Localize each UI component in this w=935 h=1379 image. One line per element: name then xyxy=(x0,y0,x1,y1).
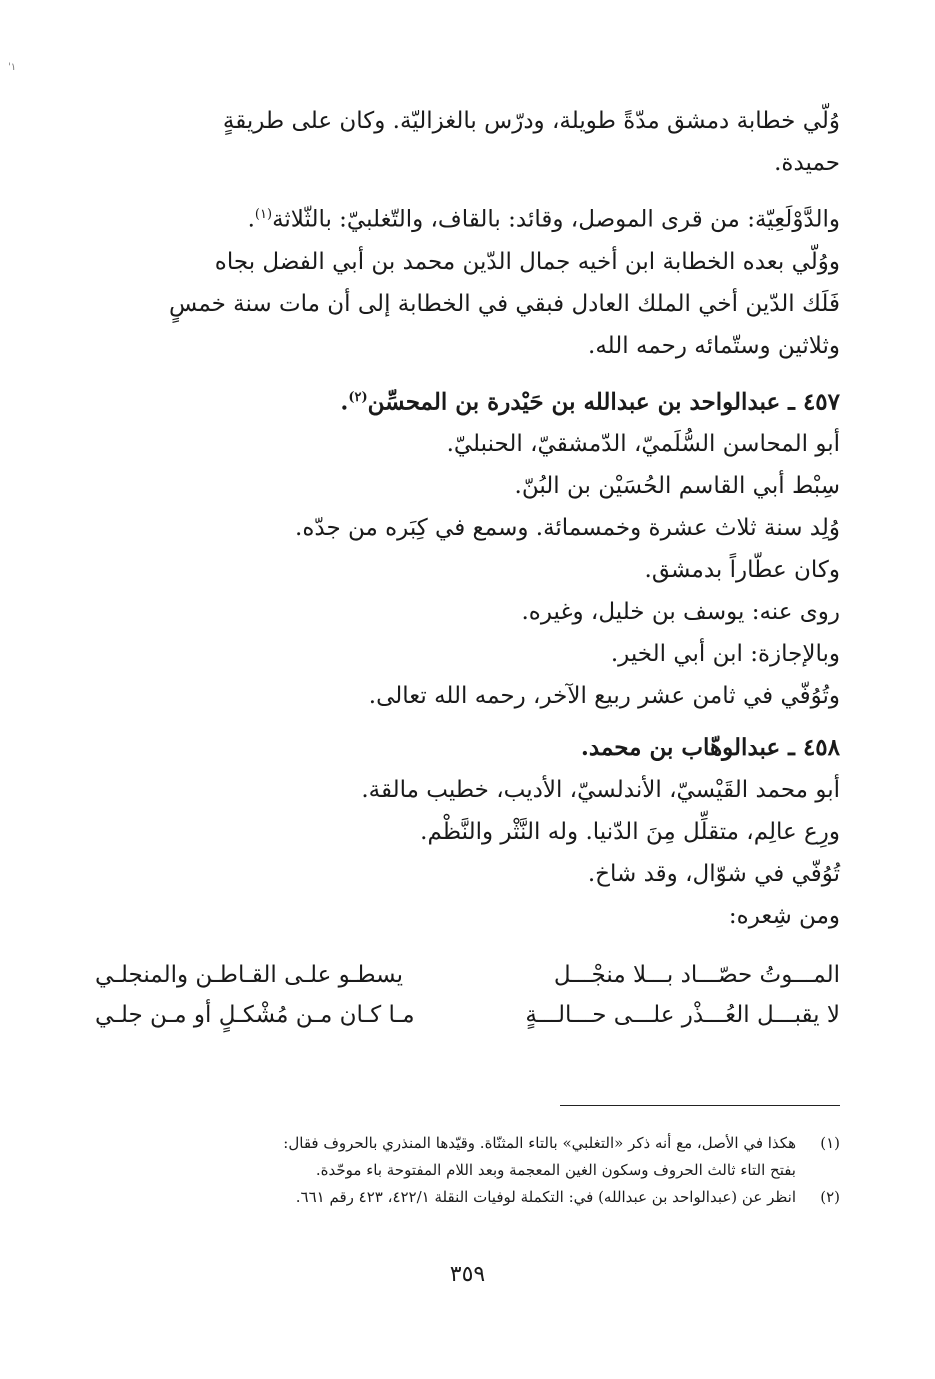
text-line: ووُلّي بعده الخطابة ابن أخيه جمال الدّين محمد بن أبي الفضل بجاه xyxy=(214,248,840,275)
entry-line: ومن شِعره: xyxy=(728,903,840,930)
entry-line: أبو المحاسن السُّلَميّ، الدّمشقيّ، الحنبليّ. xyxy=(446,431,840,458)
entry-458 xyxy=(95,727,840,937)
entry-line: وكان عطّاراً بدمشق. xyxy=(644,557,840,584)
entry-line: أبو محمد القَيْسيّ، الأندلسيّ، الأديب، خطيب مالقة. xyxy=(361,777,840,804)
succession-paragraph xyxy=(95,241,840,367)
poem xyxy=(95,955,840,1035)
poem-first-hemistich: لا يقبـــل العُـــذْر علـــى حـــالـــةٍ xyxy=(525,1002,840,1029)
page-number: ٣٥٩ xyxy=(449,1262,486,1287)
footnote-continuation: بفتح التاء ثالث الحروف وسكون الغين المعجمة وبعد اللام المفتوحة باء موحّدة. xyxy=(315,1161,796,1179)
text-line: وثلاثين وستّمائه رحمه الله. xyxy=(588,332,840,359)
footnotes xyxy=(95,1130,840,1211)
poem-second-hemistich: يسطـو علـى القـاطـن والمنجلـي xyxy=(95,962,404,989)
period: . xyxy=(340,388,349,416)
poem-second-hemistich: مـا كـان مـن مُشْكـلٍ أو مـن جلـي xyxy=(95,1002,415,1029)
main-text xyxy=(95,100,840,1035)
note-text: والدَّوْلَعِيّة: من قرى الموصل، وقائد: بالقاف، والتّغلبيّ: بالثّلاثة xyxy=(272,206,840,233)
entry-line: وُلِد سنة ثلاث عشرة وخمسمائة. وسمع في كِبَره من جدّه. xyxy=(295,515,840,542)
period: . xyxy=(247,206,255,233)
entry-line: ورِع عالِم، متقلِّل مِنَ الدّنيا. وله النَّثْر والنَّظْم. xyxy=(420,819,840,846)
entry-line: تُوُفّي في شوّال، وقد شاخ. xyxy=(587,861,840,888)
footnote-number: (٢) xyxy=(820,1188,840,1206)
margin-mark: '١ xyxy=(8,62,17,73)
text-line: فَلَك الدّين أخي الملك العادل فبقي في الخطابة إلى أن مات سنة خمسٍ xyxy=(169,290,840,317)
text-line: حميدة. xyxy=(774,150,840,176)
footnote-2 xyxy=(95,1184,840,1211)
entry-line: روى عنه: يوسف بن خليل، وغيره. xyxy=(521,599,840,626)
footnote-text: انظر عن (عبدالواحد بن عبدالله) في: التكملة لوفيات النقلة ٤٢٢/١، ٤٢٣ رقم ٦٦١. xyxy=(295,1188,796,1206)
entry-line: وتُوُفّي في ثامن عشر ربيع الآخر، رحمه الله تعالى. xyxy=(368,683,840,710)
footnote-ref-1[interactable]: (١) xyxy=(254,207,273,222)
entry-heading: ٤٥٨ ـ عبدالوهّاب بن محمد. xyxy=(580,734,840,762)
entry-heading xyxy=(95,377,840,424)
text-line: وُلّي خطابة دمشق مدّةً طويلة، ودرّس بالغزاليّة. وكان على طريقةٍ xyxy=(222,108,840,134)
footnote-ref-2[interactable]: (٢) xyxy=(348,389,368,405)
note-paragraph xyxy=(95,194,840,241)
footnote-number: (١) xyxy=(820,1134,840,1152)
poem-verse xyxy=(95,995,840,1035)
poem-first-hemistich: المـــوتُ حصّـــاد بـــلا منجْـــل xyxy=(553,962,840,989)
entry-title: ٤٥٧ ـ عبدالواحد بن عبدالله بن حَيْدرة بن المحسِّن xyxy=(367,388,840,416)
intro-paragraph xyxy=(95,100,840,184)
footnote-separator xyxy=(560,1105,840,1106)
poem-verse xyxy=(95,955,840,995)
entry-line: سِبْط أبي القاسم الحُسَيْن بن البُنّ. xyxy=(514,473,840,500)
entry-line: وبالإجازة: ابن أبي الخير. xyxy=(610,641,840,668)
footnote-text: هكذا في الأصل، مع أنه ذكر «التغلبي» بالتاء المثنّاة. وقيّدها المنذري بالحروف فقال: xyxy=(283,1134,796,1152)
footnote-1 xyxy=(95,1130,840,1157)
entry-457 xyxy=(95,377,840,718)
